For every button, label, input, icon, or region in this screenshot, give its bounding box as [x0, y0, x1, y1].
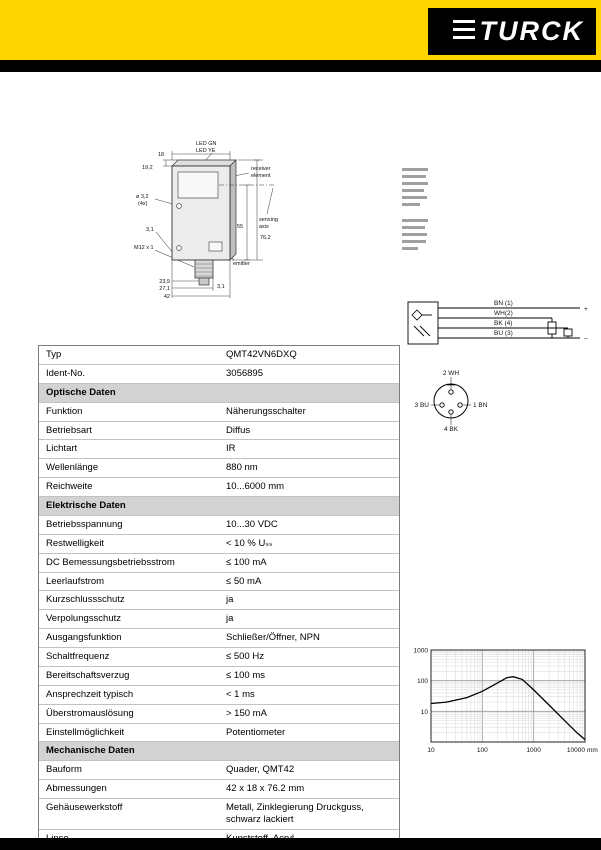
- dim-3-1-bottom-label: 3,1: [217, 284, 225, 290]
- feature-text-group-2: [402, 219, 432, 250]
- excess-gain-curve: [431, 677, 585, 740]
- emitter-window: [209, 242, 222, 251]
- spec-value: > 150 mA: [226, 707, 267, 719]
- spec-value: 42 x 18 x 76.2 mm: [226, 783, 305, 795]
- feature-text-line: [402, 175, 426, 178]
- spec-value: Schließer/Öffner, NPN: [226, 632, 320, 644]
- x-tick-label: 1000: [526, 747, 541, 754]
- table-row: [39, 647, 399, 666]
- spec-value: ≤ 500 Hz: [226, 651, 264, 662]
- feature-text-line: [402, 247, 418, 250]
- minus-label: −: [584, 336, 588, 343]
- dim-18-label: 18: [158, 152, 165, 158]
- load-resistor-bk: [564, 329, 572, 336]
- pin-4: [449, 410, 453, 414]
- wire-wh-label: WH(2): [494, 310, 513, 317]
- optical-sensor-symbol: [412, 310, 422, 320]
- spec-label: Restwelligkeit: [46, 537, 105, 549]
- feature-text-line: [402, 189, 424, 192]
- spec-label: Wellenlänge: [46, 462, 99, 474]
- x-tick-label: 100: [476, 747, 488, 754]
- pin-3: [440, 403, 444, 407]
- connector-face: [434, 384, 468, 418]
- table-row: [39, 421, 399, 440]
- spec-label: Bauform: [46, 764, 82, 776]
- dim-27-1-label: 27,1: [159, 286, 170, 292]
- table-row: [39, 798, 399, 829]
- spec-value: 10...6000 mm: [226, 481, 285, 493]
- spec-label: Ansprechzeit typisch: [46, 688, 134, 700]
- table-row: [39, 572, 399, 591]
- pin-3-label: 3 BU: [414, 402, 429, 409]
- spec-value: ≤ 100 ms: [226, 669, 266, 681]
- logo-text: TURCK: [479, 16, 584, 46]
- table-section-header: Optische Daten: [39, 383, 399, 402]
- table-section-header: Mechanische Daten: [39, 741, 399, 760]
- dim-19-2-label: 19,2: [142, 165, 153, 171]
- spec-value: Potentiometer: [226, 726, 286, 738]
- y-tick-label: 10: [420, 708, 428, 716]
- table-row: [39, 515, 399, 534]
- sensing-axis-label-2: axis: [259, 224, 269, 230]
- table-section-header: Elektrische Daten: [39, 496, 399, 515]
- table-row: [39, 628, 399, 647]
- sensor-side-face: [230, 160, 236, 260]
- spec-value: 3056895: [226, 367, 263, 379]
- connector-pinout: [406, 358, 498, 438]
- pin-1: [458, 403, 462, 407]
- spec-label: Leerlaufstrom: [46, 575, 105, 587]
- spec-label: Betriebsspannung: [46, 518, 123, 530]
- receiver-window: [178, 172, 218, 198]
- sensor-top-face: [172, 160, 236, 166]
- logo-stripes-icon: [453, 20, 475, 44]
- turck-logo: [428, 8, 596, 55]
- feature-text-group-1: [402, 168, 432, 206]
- spec-table: [38, 345, 400, 849]
- table-row: [39, 779, 399, 798]
- spec-value: Metall, Zinklegierung Druckguss, schwarz lackiert: [226, 802, 364, 825]
- spec-value: 10...30 VDC: [226, 518, 278, 530]
- table-row: [39, 439, 399, 458]
- table-row: [39, 685, 399, 704]
- m12-thread-label: M12 x 1: [134, 245, 154, 251]
- pin-4-label: 4 BK: [443, 426, 459, 433]
- spec-value: ≤ 50 mA: [226, 575, 262, 587]
- table-row: [39, 609, 399, 628]
- table-row: [39, 704, 399, 723]
- x-axis-unit: mm: [587, 747, 598, 754]
- spec-label: Gehäusewerkstoff: [46, 802, 123, 813]
- spec-label: Reichweite: [46, 481, 93, 493]
- sensing-axis-label-1: sensing: [259, 217, 278, 223]
- receiver-element-label-2: element: [251, 173, 271, 179]
- spec-label: DC Bemessungsbetriebsstrom: [46, 556, 175, 568]
- pin-2: [449, 390, 453, 394]
- plus-label: +: [584, 306, 588, 313]
- table-row: [39, 364, 399, 383]
- table-row: [39, 346, 399, 364]
- spec-value: ja: [226, 613, 234, 625]
- x-tick-label: 10000: [566, 747, 585, 754]
- led-gn-label: LED GN: [196, 141, 217, 147]
- x-tick-label: 10: [427, 747, 435, 754]
- chart-frame: [431, 650, 585, 742]
- mounting-hole-top: [177, 204, 182, 209]
- dim-42-label: 42: [163, 294, 170, 300]
- table-row: [39, 723, 399, 742]
- feature-text-line: [402, 203, 420, 206]
- feature-text-line: [402, 226, 425, 229]
- sensor-symbol-box: [408, 302, 438, 344]
- spec-label: Lichtart: [46, 443, 78, 455]
- spec-value: Diffus: [226, 424, 251, 436]
- dim-23-9-label: 23,9: [159, 279, 170, 285]
- y-tick-label: 1000: [413, 647, 428, 655]
- spec-label: Typ: [46, 349, 62, 360]
- mounting-hole-bottom: [177, 246, 182, 251]
- spec-value: ja: [226, 594, 234, 606]
- y-tick-label: 100: [417, 678, 428, 686]
- wiring-diagram: [404, 292, 596, 360]
- feature-text-line: [402, 168, 428, 171]
- connector-tip: [199, 278, 209, 285]
- feature-text-line: [402, 240, 426, 243]
- spec-label: Verpolungsschutz: [46, 613, 121, 625]
- feature-text-line: [402, 219, 428, 222]
- spec-value: Quader, QMT42: [226, 764, 295, 776]
- spec-value: 880 nm: [226, 462, 258, 474]
- sensor-dimensional-drawing: [133, 136, 318, 334]
- hole-diameter-label-1: ø 3,2: [136, 194, 149, 200]
- spec-label: Funktion: [46, 405, 83, 417]
- table-row: [39, 534, 399, 553]
- wire-bk-label: BK (4): [494, 320, 513, 327]
- table-row: [39, 458, 399, 477]
- spec-label: Betriebsart: [46, 424, 92, 436]
- spec-value: ≤ 100 mA: [226, 556, 267, 568]
- table-row: [39, 402, 399, 421]
- hole-diameter-label-2: (4x): [138, 201, 148, 207]
- feature-text-block: [402, 168, 432, 263]
- wire-bn-label: BN (1): [494, 300, 513, 307]
- spec-label: Ident-No.: [46, 367, 86, 379]
- feature-text-line: [402, 233, 427, 236]
- header-black-band: [0, 60, 601, 72]
- spec-label: Schaltfrequenz: [46, 651, 110, 662]
- feature-text-line: [402, 182, 428, 185]
- spec-label: Überstromauslösung: [46, 707, 134, 719]
- led-ye-label: LED YE: [196, 148, 216, 154]
- dim-55-label: 55: [237, 224, 244, 230]
- spec-label: Kurzschlussschutz: [46, 594, 125, 606]
- pin-2-label: 2 WH: [442, 370, 460, 377]
- table-row: [39, 666, 399, 685]
- spec-label: Abmessungen: [46, 783, 107, 795]
- dim-76-2-label: 76,2: [260, 235, 271, 241]
- pin-1-label: 1 BN: [473, 402, 488, 409]
- spec-value: QMT42VN6DXQ: [226, 349, 297, 360]
- spec-value: IR: [226, 443, 236, 455]
- spec-value: < 10 % Uₛₛ: [226, 537, 273, 549]
- table-row: [39, 760, 399, 779]
- table-row: [39, 553, 399, 572]
- excess-gain-chart-svg: [405, 642, 599, 764]
- feature-text-line: [402, 196, 427, 199]
- spec-value: < 1 ms: [226, 688, 255, 700]
- table-row: [39, 477, 399, 496]
- spec-label: Bereitschaftsverzug: [46, 669, 130, 681]
- table-row: [39, 590, 399, 609]
- dim-3-1-left-label: 3,1: [146, 227, 154, 233]
- footer-black-band: [0, 838, 601, 850]
- spec-label: Einstellmöglichkeit: [46, 726, 125, 738]
- receiver-element-label-1: receiver: [251, 166, 271, 172]
- spec-value: Näherungsschalter: [226, 405, 306, 417]
- emitter-label: emitter: [233, 261, 250, 267]
- wire-bu-label: BU (3): [494, 330, 513, 337]
- spec-label: Ausgangsfunktion: [46, 632, 122, 644]
- m12-connector: [195, 260, 213, 278]
